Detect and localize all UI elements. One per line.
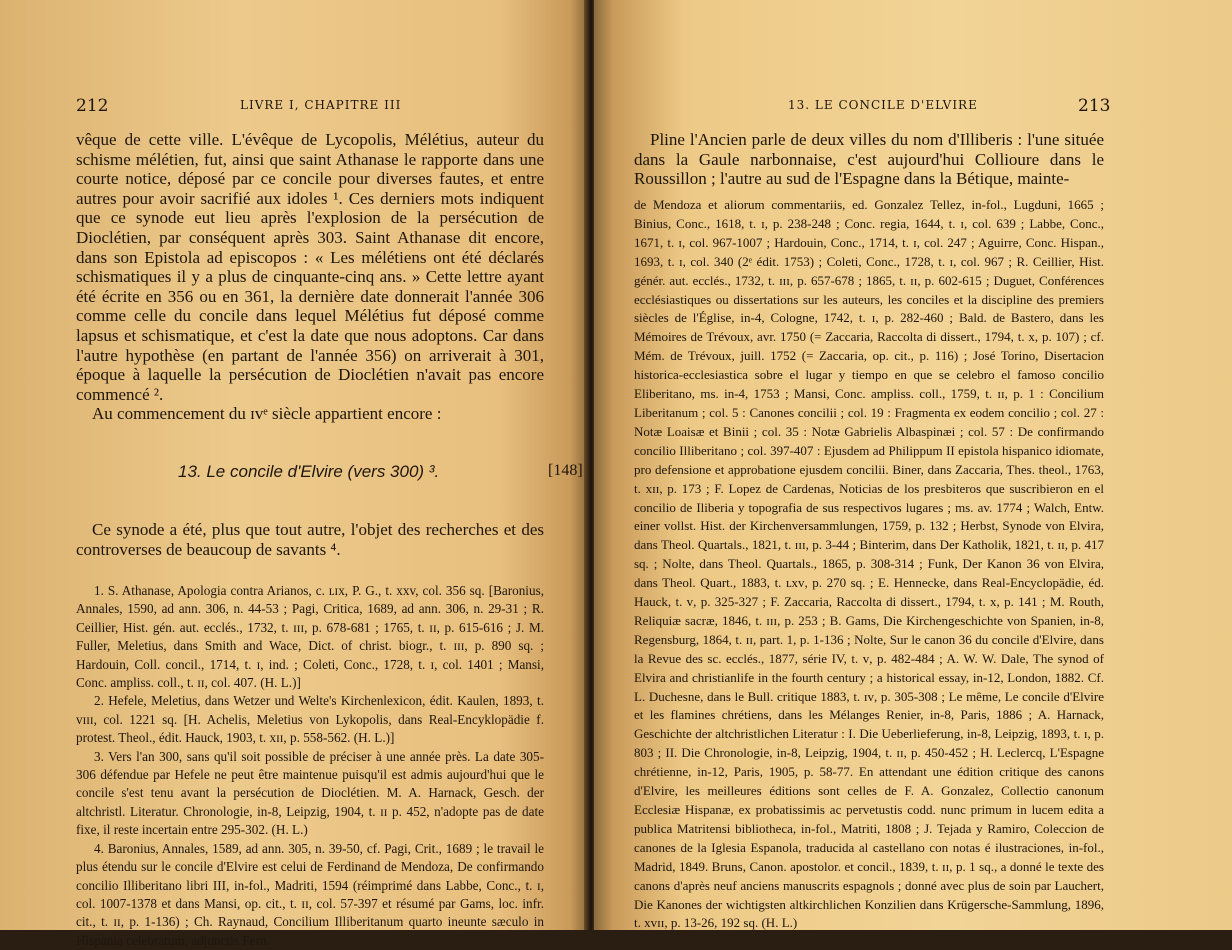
main-text (634, 130, 1104, 189)
right-page (594, 0, 1232, 930)
main-text (76, 130, 544, 424)
running-head: LIVRE I, CHAPITRE III (240, 98, 402, 112)
page-number: 212 (76, 96, 109, 116)
footnote: 2. Hefele, Meletius, dans Wetzer und Welte's Kirchenlexicon, édit. Kaulen, 1893, t. ᴠɪɪɪ, col. 1221 sq. [H. Achelis, Meletius von Lykopolis, dans Real-Encyklopädie f. protest. Theol., édit. Hauck, 1903, t. xɪɪ, p. 558-562. (H. L.)] (76, 693, 544, 746)
section-title: 13. Le concile d'Elvire (vers 300) ³. (178, 462, 440, 481)
footnote: 3. Vers l'an 300, sans qu'il soit possible de préciser à une année près. La date 305-306 défendue par Hefele ne peut être maintenue puisqu'il est admis aujourd'hui que le concile s'est tenu avant la persécution de Dioclétien. M. A. Harnack, Gesch. der altchristl. Literatur. Chronologie, in-8, Leipzig, 1904, t. ɪɪ p. 452, n'adopte pas de date fixe, il reste incertain entre 295-302. (H. L.) (76, 748, 544, 838)
footnotes (634, 196, 1104, 933)
margin-number: [148] (548, 462, 583, 479)
footnote: 4. Baronius, Annales, 1589, ad ann. 305, n. 39-50, cf. Pagi, Crit., 1689 ; le travail le plus étendu sur le concile d'Elvire est celui de Ferdinand de Mendoza, De confirmando concilio Illiberitano libri III, in-fol., Madriti, 1594 (réimprimé dans Labbe, Conc., t. ɪ, col. 1007-1378 et dans Mansi, op. cit., t. ɪɪ, col. 57-397 et résumé par Gams, loc. infr. cit., t. ɪɪ, p. 1-136) ; Ch. Raynaud, Concilium Illiberitanum quarto ineunte sæculo in Hispania celebratum, adjunctis Fern. (76, 840, 544, 948)
running-head: 13. LE CONCILE D'ELVIRE (788, 98, 978, 112)
paragraph: Pline l'Ancien parle de deux villes du nom d'Illiberis : l'une située dans la Gaule narbonnaise, c'est aujourd'hui Collioure dans le Roussillon ; l'autre au sud de l'Espagne dans la Bétique, mainte- (634, 130, 1104, 189)
paragraph: vêque de cette ville. L'évêque de Lycopolis, Mélétius, auteur du schisme mélétien, fut, ainsi que saint Athanase le rapporte dans une courte notice, déposé par ce concile pour diverses fautes, et entre autres pour avoir sacrifié aux idoles ¹. Ces derniers mots indiquent que ce synode eut lieu après l'explosion de la persécution de Dioclétien, par conséquent après 303. Saint Athanase dit encore, dans son Epistola ad episcopos : « Les mélétiens ont été déclarés schismatiques il y a plus de cinquante-cinq ans. » Cette lettre ayant été écrite en 356 ou en 361, la dernière date donnerait l'année 306 comme celle du concile dans lequel Mélétius fut déposé comme lapsus et schismatique, et c'est la date que nous adoptons. Car dans l'autre hypothèse (en partant de l'année 356) on arriverait à 301, époque à laquelle la persécution de Dioclétien n'avait pas encore commencé ². (76, 130, 544, 404)
page-number: 213 (1078, 96, 1111, 116)
footnote: 1. S. Athanase, Apologia contra Arianos, c. ʟɪx, P. G., t. xxv, col. 356 sq. [Baronius, Annales, 1590, ad ann. 306, n. 44-53 ; Pagi, Critica, 1689, ad ann. 306, n. 29-31 ; R. Ceillier, Hist. gén. aut. ecclés., 1732, t. ɪɪɪ, p. 678-681 ; 1765, t. ɪɪ, p. 615-616 ; J. M. Fuller, Meletius, dans Smith and Wace, Dict. of christ. biogr., t. ɪɪɪ, p. 890 sq. ; Hardouin, Coll. concil., 1714, t. ɪ, ind. ; Coleti, Conc., 1728, t. ɪ, col. 1401 ; Mansi, Conc. ampliss. coll., t. ɪɪ, col. 407. (H. L.)] (76, 583, 544, 691)
main-text (76, 520, 544, 559)
left-page (0, 0, 588, 948)
paragraph: Ce synode a été, plus que tout autre, l'objet des recherches et des controverses de beaucoup de savants ⁴. (76, 520, 544, 559)
footnote-continuation: de Mendoza et aliorum commentariis, ed. Gonzalez Tellez, in-fol., Lugduni, 1665 ; Binius, Conc., 1618, t. ɪ, p. 238-248 ; Conc. regia, 1644, t. ɪ, col. 639 ; Labbe, Conc., 1671, t. ɪ, col. 967-1007 ; Hardouin, Conc., 1714, t. ɪ, col. 247 ; Aguirre, Conc. Hispan., 1693, t. ɪ, col. 340 (2ᵉ édit. 1753) ; Coleti, Conc., 1728, t. ɪ, col. 967 ; R. Ceillier, Hist. génér. aut. ecclés., 1732, t. ɪɪɪ, p. 657-678 ; 1865, t. ɪɪ, p. 602-615 ; Duguet, Conférences ecclésiastiques ou dissertations sur les auteurs, les conciles et la discipline des premiers siècles de l'Église, in-4, Cologne, 1742, t. ɪ, p. 282-460 ; Bald. de Bastero, dans les Mémoires de Trévoux, avr. 1750 (= Zaccaria, Raccolta di dissert., 1794, t. x, p. 107) ; cf. Mém. de Trévoux, juill. 1752 (= Zaccaria, op. cit., p. 116) ; José Torino, Disertacion historica-ecclesiastica sobre el lugar y tiempo en que se celebro el famoso concilio Eliberitano, ms. in-4, 1753 ; Mansi, Conc. ampliss. coll., 1759, t. ɪɪ, p. 1 : Concilium Liberitanum ; col. 5 : Canones concilii ; col. 19 : Fragmenta ex eodem concilio ; col. 27 : Notæ Loaisæ et Binii ; col. 35 : Notæ Gabrielis Albaspinæi ; col. 57 : De confirmando concilio Illiberitano ; col. 397-407 : Ejusdem ad Philippum II epistola hispanico idiomate, pro defensione et approbatione ejusdem concilii. Biner, dans Zaccaria, Thes. theol., 1763, t. xɪɪ, p. 173 ; F. Lopez de Cardenas, Noticias de los presbiteros que suscribieron en el concilio de Iliberia y topografia de sus respectivos lugares ; ms. av. 1774 ; Walch, Entw. einer vollst. Hist. der Kirchenversammlungen, 1759, p. 132 ; Herbst, Synode von Elvira, dans Theol. Quartals., 1821, t. ɪɪɪ, p. 3-44 ; Binterim, dans Der Katholik, 1821, t. ɪɪ, p. 417 sq. ; Nolte, dans Theol. Quartals., 1865, p. 308-314 ; Funk, Der Kanon 36 von Elvira, dans Theol. Quart., 1883, t. ʟxᴠ, p. 270 sq. ; E. Hennecke, dans Real-Encyclopädie, éd. Hauck, t. ᴠ, p. 325-327 ; F. Zaccaria, Raccolta di dissert., 1794, t. x, p. 141 ; M. Routh, Reliquiæ sacræ, 1846, t. ɪɪɪ, p. 253 ; B. Gams, Die Kirchengeschichte von Spanien, in-8, Regensburg, 1864, t. ɪɪ, part. 1, p. 1-136 ; Nolte, Sur le canon 36 du concile d'Elvire, dans la Revue des sc. ecclés., 1877, série IV, t. ᴠ, p. 482-484 ; A. W. W. Dale, The synod of Elvira and christianlife in the fourth century ; a historical essay, in-12, London, 1882. Cf. L. Duchesne, dans le Bull. critique 1883, t. ɪᴠ, p. 305-308 ; Le même, Le concile d'Elvire et les flamines chrétiens, dans les Mélanges Renier, in-8, Paris, 1886 ; A. Harnack, Geschichte der altchristlichen Literatur : I. Die Ueberlieferung, in-8, Leipzig, 1893, t. ɪ, p. 803 ; II. Die Chronologie, in-8, Leipzig, 1904, t. ɪɪ, p. 450-452 ; H. Leclercq, L'Espagne chrétienne, in-12, Paris, 1905, p. 58-77. En attendant une édition critique des canons d'Elvire, les meilleures éditions sont celles de F. A. Gonzalez, Collectio canonum Ecclesiæ Hispanæ, ex probatissimis ac pervetustis codd. nunc primum in lucem edita a publica Matritensi bibliotheca, in-fol., Matriti, 1808 ; J. Tejada y Ramiro, Coleccion de canones de la Iglesia Espanola, traducida al castellano con notas é ilustraciones, in-fol., Madrid, 1849. Bruns, Canon. apostolor. et concil., 1839, t. ɪɪ, p. 1 sq., a donné le texte des canons d'après neuf anciens manuscrits espagnols ; donné avec plus de soin par Lauchert, Die Kanones der wichtigsten altkirchlichen Konzilien dans Krügersche-Sammlung, 1896, t. xᴠɪɪ, p. 13-26, 192 sq. (H. L.) (634, 197, 1104, 931)
footnotes (76, 582, 544, 950)
paragraph: Au commencement du ɪᴠᵉ siècle appartient encore : (92, 404, 442, 424)
